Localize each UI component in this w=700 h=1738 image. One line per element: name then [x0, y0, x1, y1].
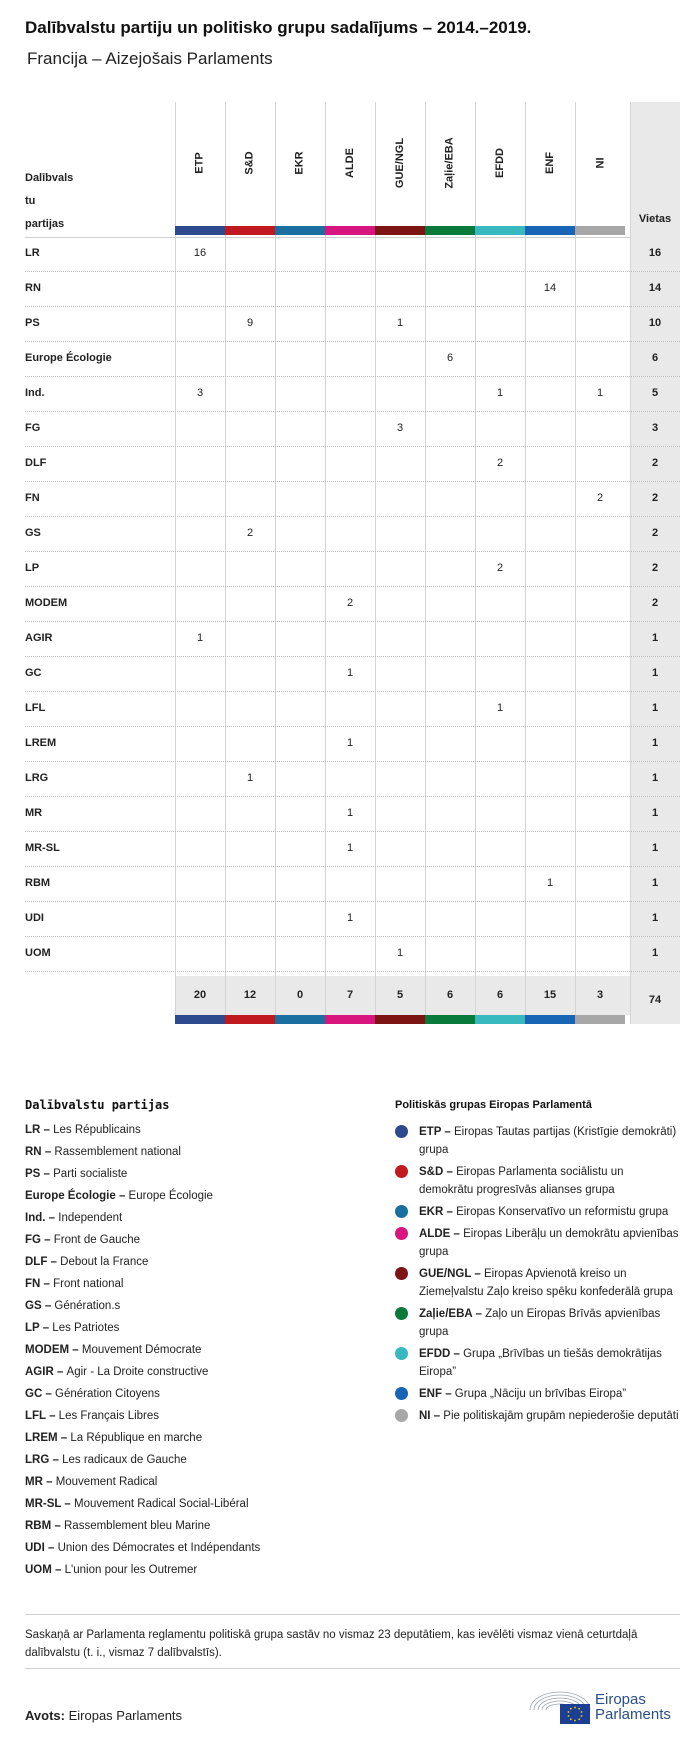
party-name: FG — [25, 422, 41, 434]
table-cell: 2 — [246, 527, 254, 539]
group-total: 5 — [396, 989, 404, 1001]
party-name: FN — [25, 492, 40, 504]
table-row — [25, 937, 680, 972]
table-cell: 1 — [496, 387, 504, 399]
group-color-bar — [375, 1015, 425, 1024]
table-row — [25, 342, 680, 377]
table-cell: 9 — [246, 317, 254, 329]
party-name: LR — [25, 247, 40, 259]
party-legend-item: DLF – Debout la France — [25, 1256, 149, 1268]
group-color-bar — [175, 226, 225, 235]
group-total: 0 — [296, 989, 304, 1001]
table-row — [25, 307, 680, 342]
party-legend-item: MODEM – Mouvement Démocrate — [25, 1344, 202, 1356]
group-legend-title: Politiskās grupas Eiropas Parlamentā — [395, 1099, 592, 1111]
group-column-header: S&D — [243, 151, 256, 175]
table-cell: 1 — [346, 807, 354, 819]
seats-cell: 1 — [651, 632, 659, 644]
party-legend-item: FG – Front de Gauche — [25, 1234, 141, 1246]
table-cell: 1 — [496, 702, 504, 714]
table-row — [25, 832, 680, 867]
party-name: GS — [25, 527, 41, 539]
seats-cell: 2 — [651, 597, 659, 609]
table-row — [25, 797, 680, 832]
seats-cell: 6 — [651, 352, 659, 364]
table-cell: 6 — [446, 352, 454, 364]
seats-cell: 3 — [651, 422, 659, 434]
source-value: Eiropas Parlaments — [68, 1708, 183, 1723]
table-row — [25, 727, 680, 762]
logo-text: Eiropas Parlaments — [595, 1691, 671, 1723]
party-legend-item: GS – Génération.s — [25, 1300, 121, 1312]
group-legend-item: S&D – Eiropas Parlamenta sociālistu un demokrātu progresīvās alianses grupa — [395, 1163, 680, 1199]
table-cell: 2 — [496, 562, 504, 574]
group-column-header: EKR — [293, 151, 306, 175]
table-row — [25, 272, 680, 307]
group-column-header: GUE/NGL — [394, 137, 406, 189]
table-cell: 3 — [396, 422, 404, 434]
table-row — [25, 622, 680, 657]
table-row — [25, 447, 680, 482]
table-cell: 1 — [396, 317, 404, 329]
table-row — [25, 867, 680, 902]
party-column-header: Dalībvals tu partijas — [25, 172, 74, 230]
party-name: LRG — [25, 772, 49, 784]
group-legend-item: ALDE – Eiropas Liberāļu un demokrātu apvienības grupa — [395, 1225, 680, 1261]
seats-cell: 1 — [651, 877, 659, 889]
party-legend-item: PS – Parti socialiste — [25, 1168, 128, 1180]
group-color-bar — [375, 226, 425, 235]
group-color-bar — [175, 1015, 225, 1024]
party-name: UDI — [25, 912, 44, 924]
table-row — [25, 517, 680, 552]
party-legend-item: UDI – Union des Démocrates et Indépendants — [25, 1542, 261, 1554]
seats-cell: 1 — [651, 947, 659, 959]
group-legend — [395, 1099, 680, 1429]
party-name: LP — [25, 562, 40, 574]
seats-cell: 1 — [651, 807, 659, 819]
table-cell: 16 — [193, 247, 207, 259]
group-total: 7 — [346, 989, 354, 1001]
group-color-dot-icon — [395, 1165, 408, 1178]
seats-cell: 2 — [651, 457, 659, 469]
group-color-dot-icon — [395, 1227, 408, 1240]
group-column-header: ALDE — [343, 148, 356, 178]
group-legend-item: GUE/NGL – Eiropas Apvienotā kreiso un Ziemeļvalstu Zaļo kreiso spēku konfederālā grupa — [395, 1265, 680, 1301]
party-legend-item: MR – Mouvement Radical — [25, 1476, 158, 1488]
seats-cell: 1 — [651, 667, 659, 679]
group-column-header: NI — [594, 157, 606, 169]
table-cell: 1 — [346, 667, 354, 679]
seats-cell: 10 — [648, 317, 662, 329]
party-legend-item: FN – Front national — [25, 1278, 124, 1290]
total-seats: 74 — [648, 994, 662, 1006]
party-legend-item: LR – Les Républicains — [25, 1124, 141, 1136]
party-legend-item: MR-SL – Mouvement Radical Social-Libéral — [25, 1498, 249, 1510]
party-legend-item: RBM – Rassemblement bleu Marine — [25, 1520, 211, 1532]
party-name: LREM — [25, 737, 57, 749]
group-color-bar — [225, 226, 275, 235]
party-legend-item: GC – Génération Citoyens — [25, 1388, 160, 1400]
source-line — [25, 1708, 182, 1723]
group-color-bar — [275, 1015, 325, 1024]
party-legend-item: AGIR – Agir - La Droite constructive — [25, 1366, 209, 1378]
table-row — [25, 587, 680, 622]
group-legend-item: ETP – Eiropas Tautas partijas (Kristīgie demokrāti) grupa — [395, 1123, 680, 1159]
party-name: Ind. — [25, 387, 45, 399]
seats-cell: 14 — [648, 282, 662, 294]
table-cell: 1 — [396, 947, 404, 959]
group-legend-item: EKR – Eiropas Konservatīvo un reformistu grupa — [395, 1203, 680, 1221]
table-cell: 1 — [596, 387, 604, 399]
party-name: PS — [25, 317, 40, 329]
table-cell: 1 — [346, 912, 354, 924]
group-color-bar — [575, 1015, 625, 1024]
party-name: MR-SL — [25, 842, 60, 854]
party-name: UOM — [25, 947, 51, 959]
party-legend-item: LREM – La République en marche — [25, 1432, 203, 1444]
party-name: DLF — [25, 457, 47, 469]
seats-cell: 5 — [651, 387, 659, 399]
group-color-bar — [425, 1015, 475, 1024]
group-color-dot-icon — [395, 1125, 408, 1138]
seats-cell: 1 — [651, 772, 659, 784]
party-name: MR — [25, 807, 43, 819]
group-color-bar — [475, 1015, 525, 1024]
table-row — [25, 657, 680, 692]
seats-cell: 2 — [651, 562, 659, 574]
group-color-dot-icon — [395, 1205, 408, 1218]
table-row — [25, 482, 680, 517]
table-cell: 1 — [196, 632, 204, 644]
table-row — [25, 552, 680, 587]
party-legend-title: Dalībvalstu partijas — [25, 1098, 170, 1112]
party-legend-item: LP – Les Patriotes — [25, 1322, 120, 1334]
table-row — [25, 412, 680, 447]
group-legend-item: ENF – Grupa „Nāciju un brīvības Eiropa” — [395, 1385, 680, 1403]
group-color-dot-icon — [395, 1409, 408, 1422]
table-cell: 1 — [346, 842, 354, 854]
group-color-bar — [325, 226, 375, 235]
group-total: 6 — [446, 989, 454, 1001]
party-legend-item: LRG – Les radicaux de Gauche — [25, 1454, 187, 1466]
table-cell: 3 — [196, 387, 204, 399]
party-name: RN — [25, 282, 41, 294]
group-color-dot-icon — [395, 1347, 408, 1360]
party-legend-item: Ind. – Independent — [25, 1212, 123, 1224]
seats-cell: 1 — [651, 702, 659, 714]
group-total: 20 — [193, 989, 207, 1001]
page-subtitle: Francija – Aizejošais Parlaments — [27, 49, 273, 68]
party-name: Europe Écologie — [25, 352, 112, 364]
table-row — [25, 237, 680, 272]
party-legend-item: LFL – Les Français Libres — [25, 1410, 160, 1422]
table-cell: 1 — [346, 737, 354, 749]
table-row — [25, 902, 680, 937]
footnote-divider-top — [25, 1614, 680, 1615]
group-column-header: ETP — [194, 152, 206, 174]
party-name: LFL — [25, 702, 46, 714]
party-name: AGIR — [25, 632, 53, 644]
group-color-bar — [225, 1015, 275, 1024]
table-cell: 1 — [546, 877, 554, 889]
group-legend-item: Zaļie/EBA – Zaļo un Eiropas Brīvās apvienības grupa — [395, 1305, 680, 1341]
seats-cell: 1 — [651, 737, 659, 749]
footnote: Saskaņā ar Parlamenta reglamentu politiskā grupa sastāv no vismaz 23 deputātiem, kas ievēlēti vismaz vienā ceturtdaļā dalībvalstu (t. i., vismaz 7 dalībvalstīs). — [25, 1629, 638, 1659]
group-color-bar — [275, 226, 325, 235]
group-color-bar — [575, 226, 625, 235]
seats-cell: 2 — [651, 527, 659, 539]
party-name: GC — [25, 667, 42, 679]
party-legend-item: UOM – L'union pour les Outremer — [25, 1564, 198, 1576]
group-color-dot-icon — [395, 1387, 408, 1400]
party-legend-item: RN – Rassemblement national — [25, 1146, 181, 1158]
table-row — [25, 692, 680, 727]
party-name: RBM — [25, 877, 51, 889]
seats-cell: 2 — [651, 492, 659, 504]
seats-cell: 16 — [648, 247, 662, 259]
party-legend — [25, 1098, 365, 1581]
seats-cell: 1 — [651, 912, 659, 924]
group-total: 12 — [243, 989, 257, 1001]
table-row — [25, 762, 680, 797]
table-cell: 1 — [246, 772, 254, 784]
table-cell: 2 — [496, 457, 504, 469]
group-color-bar — [325, 1015, 375, 1024]
group-color-bar — [525, 226, 575, 235]
party-legend-item: Europe Écologie – Europe Écologie — [25, 1190, 213, 1202]
group-legend-item: NI – Pie politiskajām grupām nepiederošie deputāti — [395, 1407, 680, 1425]
seats-cell: 1 — [651, 842, 659, 854]
group-column-header: EFDD — [493, 148, 506, 178]
page-title: Dalībvalstu partiju un politisko grupu sadalījums – 2014.–2019. — [25, 18, 532, 37]
group-legend-item: EFDD – Grupa „Brīvības un tiešās demokrātijas Eiropa” — [395, 1345, 680, 1381]
table-row — [25, 377, 680, 412]
table-cell: 14 — [543, 282, 557, 294]
table-cell: 2 — [346, 597, 354, 609]
group-color-dot-icon — [395, 1307, 408, 1320]
footnote-divider-bottom — [25, 1668, 680, 1669]
source-label: Avots: — [25, 1708, 65, 1723]
group-total: 6 — [496, 989, 504, 1001]
group-total: 3 — [596, 989, 604, 1001]
party-name: MODEM — [25, 597, 68, 609]
table-cell: 2 — [596, 492, 604, 504]
group-total: 15 — [543, 989, 557, 1001]
group-color-bar — [475, 226, 525, 235]
group-column-header: Zaļie/EBA — [444, 137, 457, 189]
group-color-dot-icon — [395, 1267, 408, 1280]
group-color-bar — [525, 1015, 575, 1024]
group-color-bar — [425, 226, 475, 235]
group-column-header: ENF — [544, 152, 556, 174]
seats-column-header: Vietas — [638, 213, 672, 225]
